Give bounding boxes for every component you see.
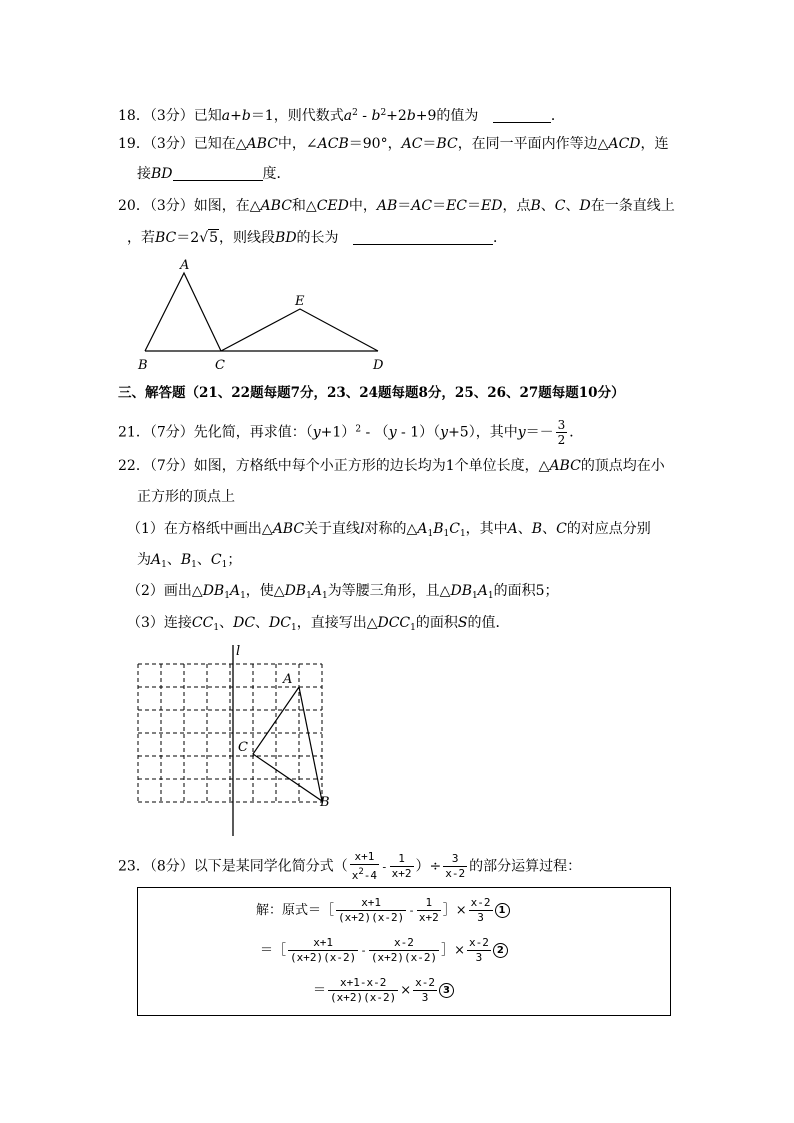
label-l: l bbox=[236, 644, 241, 659]
answer-blank[interactable] bbox=[173, 166, 263, 181]
question-19: 19．（3分）已知在△ABC中，∠ACB＝90°，AC＝BC，在同一平面内作等边△ACD，连 bbox=[118, 136, 669, 152]
answer-blank[interactable] bbox=[353, 230, 493, 245]
triangle-abc bbox=[253, 687, 322, 801]
step-marker-3: 3 bbox=[439, 983, 454, 998]
question-20: 20．（3分）如图，在△ABC和△CED中，AB＝AC＝EC＝ED，点B、C、D在一条直线上 bbox=[118, 198, 675, 214]
question-18: 18．（3分）已知a+b＝1，则代数式$a^2 - b^2+2b+9$的值为 ． bbox=[118, 108, 565, 124]
question-21: 21．（7分）先化简，再求值：$(y+1)^2 - (y - 1)(y+5)$，其中y＝－ $\frac{3}{2}$ ． bbox=[118, 418, 584, 447]
step-marker-1: 1 bbox=[495, 903, 510, 918]
triangle-figure bbox=[130, 255, 400, 375]
dashed-grid bbox=[138, 664, 322, 802]
label-E: E bbox=[295, 294, 305, 309]
solution-line-1: 解：原式＝［ $\frac{x+1}{(x+2)(x-2)}$ - $\frac{1}{x+2}$ ］× $\frac{x-2}{3}$ 1 bbox=[256, 896, 510, 925]
step-marker-2: 2 bbox=[493, 943, 508, 958]
question-22: 22．（7分）如图，方格纸中每个小正方形的边长均为1个单位长度，△ABC的顶点均在小 bbox=[118, 458, 665, 474]
question-20-line2: ，若BC＝2√5，则线段BD的长为 ． bbox=[127, 230, 507, 246]
label-B: B bbox=[320, 795, 330, 810]
solution-line-3: ＝ $\frac{x+1-x-2}{(x+2)(x-2)}$ × $\frac{x-2}{3}$ 3 bbox=[313, 976, 454, 1005]
label-A: A bbox=[283, 672, 293, 687]
label-D: D bbox=[373, 358, 384, 373]
section-3-heading: 三、解答题（21、22题每题7分，23、24题每题8分，25、26、27题每题10分） bbox=[118, 385, 625, 401]
answer-blank[interactable] bbox=[493, 108, 551, 123]
solution-line-2: ＝［ $\frac{x+1}{(x+2)(x-2)}$ - $\frac{x-2}{(x+2)(x-2)}$ ］× $\frac{x-2}{3}$ 2 bbox=[260, 936, 508, 965]
question-23: 23．（8分）以下是某同学化简分式（ $\frac{x+1}{x^2-4}$ - $\frac{1}{x+2}$ ）÷ $\frac{3}{x-2}$ 的部分运算过程： bbox=[118, 850, 582, 882]
question-22-part3: （3）连接$CC_1$、DC、$DC_1$，直接写出$\triangle DCC_1$的面积S的值． bbox=[127, 615, 510, 633]
solution-box bbox=[137, 887, 671, 1016]
label-C: C bbox=[238, 740, 248, 755]
grid-figure bbox=[130, 640, 340, 840]
question-22-part1-line2: 为$A_1$、$B_1$、$C_1$； bbox=[137, 552, 242, 570]
question-22-part1: （1）在方格纸中画出△ABC关于直线l对称的$\triangle A_1B_1C_1$，其中A、B、C的对应点分别 bbox=[127, 521, 651, 539]
label-B: B bbox=[138, 358, 148, 373]
question-22-line2: 正方形的顶点上 bbox=[137, 489, 235, 505]
label-A: A bbox=[180, 258, 190, 273]
label-C: C bbox=[215, 358, 225, 373]
question-19-line2: 接BD 度． bbox=[137, 166, 291, 182]
question-22-part2: （2）画出$\triangle DB_1A_1$，使$\triangle DB_1A_1$为等腰三角形，且$\triangle DB_1A_1$的面积5； bbox=[127, 583, 559, 601]
